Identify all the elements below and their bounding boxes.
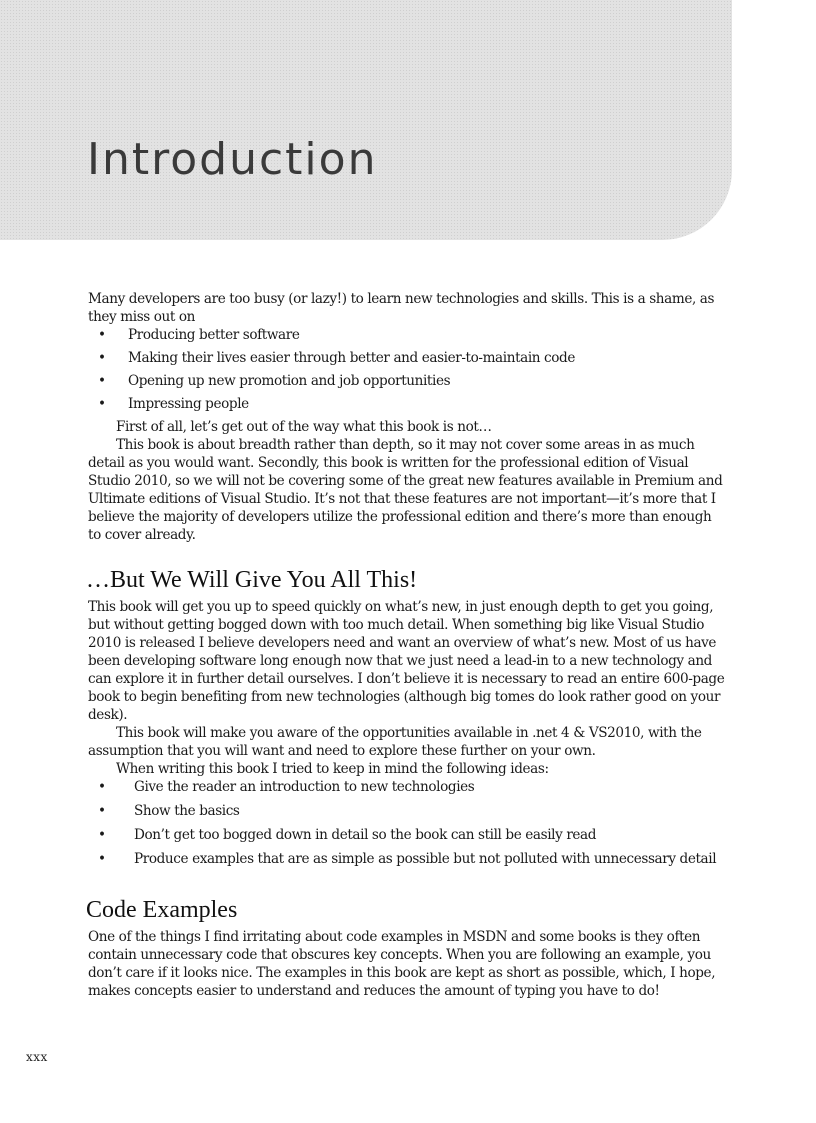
intro-paragraph-2: First of all, let’s get out of the way what this book is not…	[116, 419, 492, 435]
chapter-banner	[0, 0, 732, 240]
section-heading-code-examples: Code Examples	[86, 897, 238, 923]
section1-paragraph-2: This book will make you aware of the opportunities available in .net 4 & VS2010, with the assumption that you will want and need to explore these further on your own.	[88, 725, 702, 759]
list-item: • Don’t get too bogged down in detail so the book can still be easily read	[88, 826, 728, 850]
section2-paragraph-1: One of the things I find irritating about code examples in MSDN and some books is they often contain unnecessary code that obscures key concepts. When you are following an example, you don’t care if it looks nice. The examples in this book are kept as short as possible, which, I hope, makes concepts easier to understand and reduces the amount of typing you have to do!	[88, 929, 716, 999]
section-heading-give-you: …But We Will Give You All This!	[86, 567, 418, 593]
list-item: • Impressing people	[88, 395, 728, 418]
section1-paragraph-3: When writing this book I tried to keep in mind the following ideas:	[116, 761, 549, 777]
list-item: • Give the reader an introduction to new technologies	[88, 778, 728, 802]
page-body	[88, 290, 728, 1000]
list-item: • Making their lives easier through better and easier-to-maintain code	[88, 349, 728, 372]
intro-paragraph-3: This book is about breadth rather than depth, so it may not cover some areas in as much detail as you would want. Secondly, this book is written for the professional edition of Visual Studio 2010, so we will not be covering some of the great new features available in Premium and Ultimate editions of Visual Studio. It’s not that these features are not important—it’s more that I believe the majority of developers utilize the professional edition and there’s more than enough to cover already.	[88, 437, 723, 543]
list-item: • Producing better software	[88, 326, 728, 349]
page-number: xxx	[26, 1050, 48, 1064]
intro-bullet-list	[88, 326, 728, 418]
list-item: • Produce examples that are as simple as possible but not polluted with unnecessary detail	[88, 850, 728, 874]
list-item: • Opening up new promotion and job opportunities	[88, 372, 728, 395]
intro-paragraph: Many developers are too busy (or lazy!) to learn new technologies and skills. This is a shame, as they miss out on	[88, 291, 715, 325]
section1-paragraph-1: This book will get you up to speed quickly on what’s new, in just enough depth to get you going, but without getting bogged down with too much detail. When something big like Visual Studio 2010 is released I believe developers need and want an overview of what’s new. Most of us have been developing software long enough now that we just need a lead-in to a new technology and can explore it in further detail ourselves. I don’t believe it is necessary to read an entire 600-page book to begin benefiting from new technologies (although big tomes do look rather good on your desk).	[88, 599, 725, 723]
ideas-bullet-list	[88, 778, 728, 874]
list-item: • Show the basics	[88, 802, 728, 826]
chapter-title: Introduction	[87, 134, 378, 185]
